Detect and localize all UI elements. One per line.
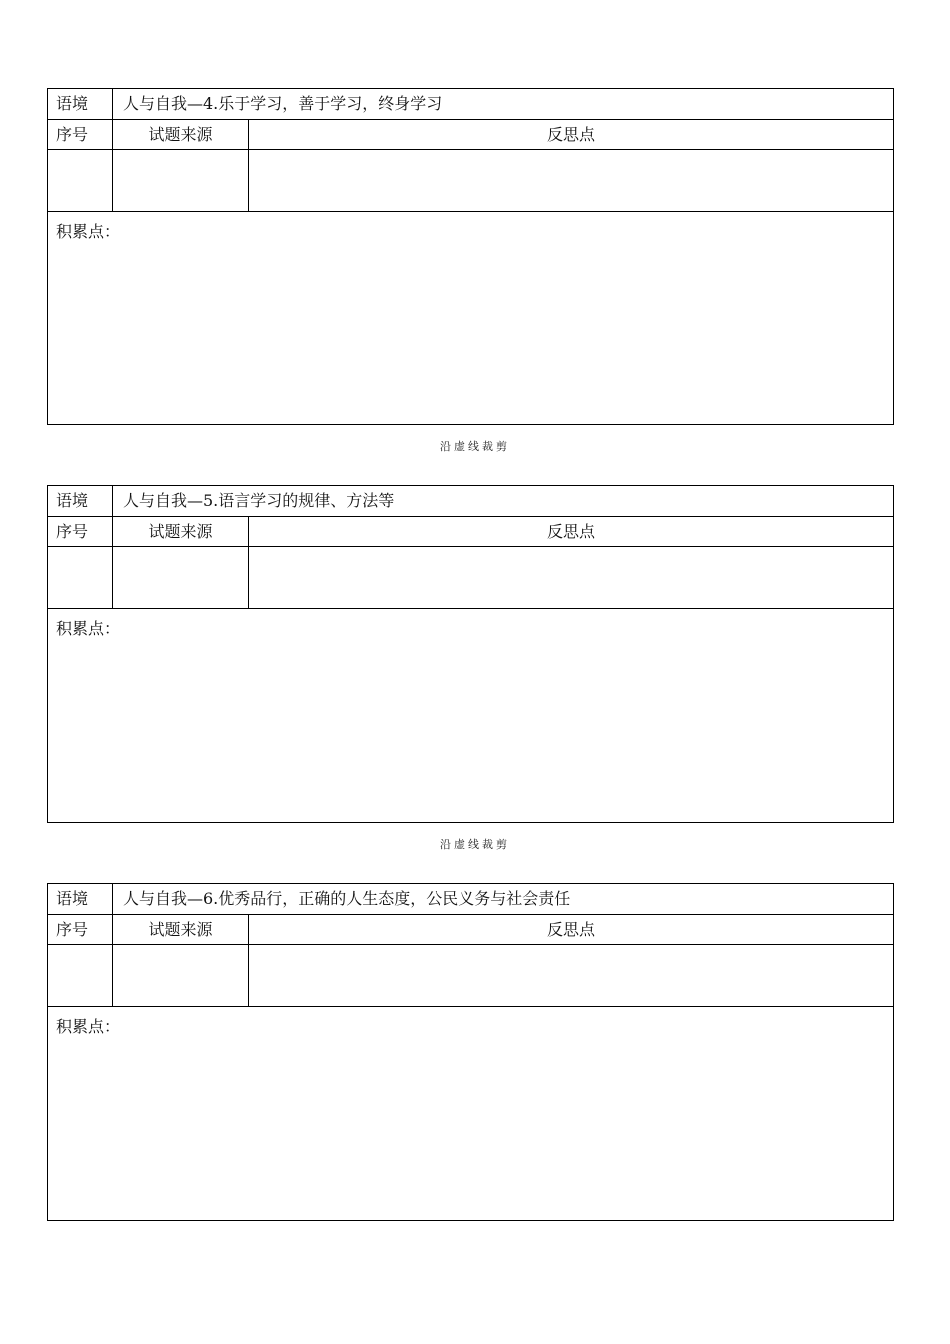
reflection-cell[interactable] — [249, 547, 893, 608]
entry-row — [48, 547, 893, 609]
number-cell[interactable] — [48, 150, 113, 211]
number-header: 序号 — [48, 915, 113, 944]
source-header: 试题来源 — [113, 120, 249, 149]
reflection-card-1 — [47, 88, 894, 425]
cut-line-label: 沿虚线裁剪 — [440, 440, 510, 453]
entry-row — [48, 945, 893, 1007]
accumulate-area[interactable] — [48, 212, 893, 240]
context-row — [48, 486, 893, 517]
context-label: 语境 — [48, 884, 113, 914]
entry-row — [48, 150, 893, 212]
context-value[interactable]: 人与自我—4.乐于学习，善于学习，终身学习 — [123, 94, 443, 113]
context-label: 语境 — [48, 486, 113, 516]
number-header: 序号 — [48, 517, 113, 546]
number-header: 序号 — [48, 120, 113, 149]
source-cell[interactable] — [113, 945, 249, 1006]
accumulate-label: 积累点： — [56, 222, 121, 241]
reflection-header: 反思点 — [546, 521, 595, 541]
cut-line-label: 沿虚线裁剪 — [440, 838, 510, 851]
reflection-cell[interactable] — [249, 945, 893, 1006]
reflection-card-3 — [47, 883, 894, 1221]
source-header: 试题来源 — [113, 517, 249, 546]
context-value[interactable]: 人与自我—5.语言学习的规律、方法等 — [123, 491, 395, 510]
context-label: 语境 — [48, 89, 113, 119]
accumulate-label: 积累点： — [56, 619, 121, 638]
source-header: 试题来源 — [113, 915, 249, 944]
header-row — [48, 120, 893, 150]
context-row — [48, 884, 893, 915]
source-cell[interactable] — [113, 150, 249, 211]
accumulate-area[interactable] — [48, 1007, 893, 1035]
reflection-header: 反思点 — [546, 124, 595, 144]
header-row — [48, 915, 893, 945]
reflection-header: 反思点 — [546, 919, 595, 939]
accumulate-label: 积累点： — [56, 1017, 121, 1036]
number-cell[interactable] — [48, 547, 113, 608]
source-cell[interactable] — [113, 547, 249, 608]
header-row — [48, 517, 893, 547]
reflection-cell[interactable] — [249, 150, 893, 211]
context-row — [48, 89, 893, 120]
accumulate-area[interactable] — [48, 609, 893, 637]
context-value[interactable]: 人与自我—6.优秀品行，正确的人生态度，公民义务与社会责任 — [123, 889, 571, 908]
number-cell[interactable] — [48, 945, 113, 1006]
reflection-card-2 — [47, 485, 894, 823]
